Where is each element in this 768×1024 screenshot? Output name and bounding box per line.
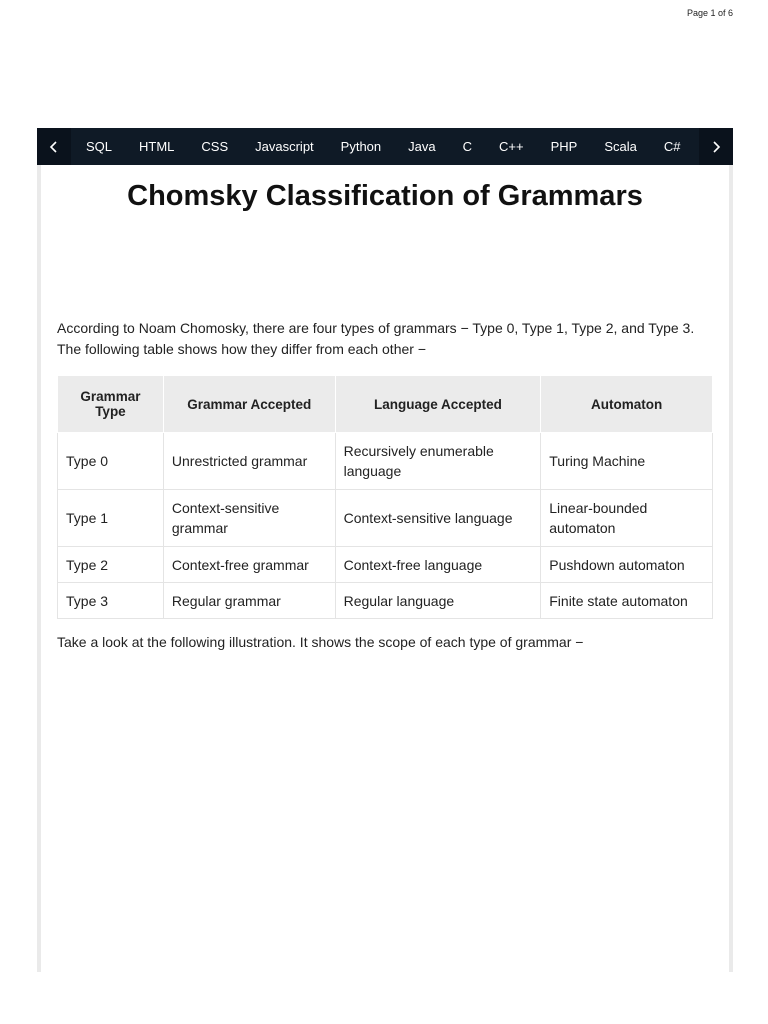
intro-paragraph: According to Noam Chomosky, there are four types of grammars − Type 0, Type 1, Type 2, and Type 3. The following table shows how they differ from each other − xyxy=(57,320,695,357)
table-cell: Regular grammar xyxy=(163,583,335,619)
table-cell: Pushdown automaton xyxy=(541,547,713,583)
table-row xyxy=(58,433,713,490)
table-row xyxy=(58,583,713,619)
nav-item-scala[interactable]: Scala xyxy=(604,139,637,154)
nav-item-javascript[interactable]: Javascript xyxy=(255,139,314,154)
language-navbar xyxy=(37,128,733,165)
header-automaton: Automaton xyxy=(541,376,713,433)
table-row xyxy=(58,547,713,583)
nav-next-button[interactable] xyxy=(699,128,733,165)
outro-paragraph: Take a look at the following illustration. It shows the scope of each type of grammar − xyxy=(57,634,584,650)
table-cell: Unrestricted grammar xyxy=(163,433,335,490)
nav-item-sql[interactable]: SQL xyxy=(86,139,113,154)
nav-item-java[interactable]: Java xyxy=(408,139,436,154)
header-grammar-type: Grammar Type xyxy=(58,376,164,433)
nav-item-python[interactable]: Python xyxy=(340,139,382,154)
nav-item-cpp[interactable]: C++ xyxy=(499,139,524,154)
page-counter: Page 1 of 6 xyxy=(686,8,733,18)
nav-prev-button[interactable] xyxy=(37,128,71,165)
nav-item-php[interactable]: PHP xyxy=(550,139,578,154)
chevron-left-icon xyxy=(49,141,59,153)
table-cell: Finite state automaton xyxy=(541,583,713,619)
nav-item-css[interactable]: CSS xyxy=(201,139,229,154)
table-row xyxy=(58,490,713,547)
nav-item-html[interactable]: HTML xyxy=(139,139,175,154)
chevron-right-icon xyxy=(711,141,721,153)
table-cell: Recursively enumerable language xyxy=(335,433,541,490)
table-cell: Type 1 xyxy=(58,490,164,547)
header-language-accepted: Language Accepted xyxy=(335,376,541,433)
table-cell: Turing Machine xyxy=(541,433,713,490)
page-title: Chomsky Classification of Grammars xyxy=(127,180,643,212)
table-cell: Context-sensitive grammar xyxy=(163,490,335,547)
table-header-row xyxy=(58,376,713,433)
table-cell: Context-free grammar xyxy=(163,547,335,583)
table-cell: Context-sensitive language xyxy=(335,490,541,547)
grammar-table xyxy=(57,375,713,619)
nav-items xyxy=(71,128,699,165)
table-cell: Type 0 xyxy=(58,433,164,490)
table-cell: Type 3 xyxy=(58,583,164,619)
nav-item-c[interactable]: C xyxy=(462,139,473,154)
table-cell: Linear-bounded automaton xyxy=(541,490,713,547)
header-grammar-accepted: Grammar Accepted xyxy=(163,376,335,433)
table-cell: Context-free language xyxy=(335,547,541,583)
nav-item-csharp[interactable]: C# xyxy=(663,139,681,154)
table-cell: Type 2 xyxy=(58,547,164,583)
table-cell: Regular language xyxy=(335,583,541,619)
